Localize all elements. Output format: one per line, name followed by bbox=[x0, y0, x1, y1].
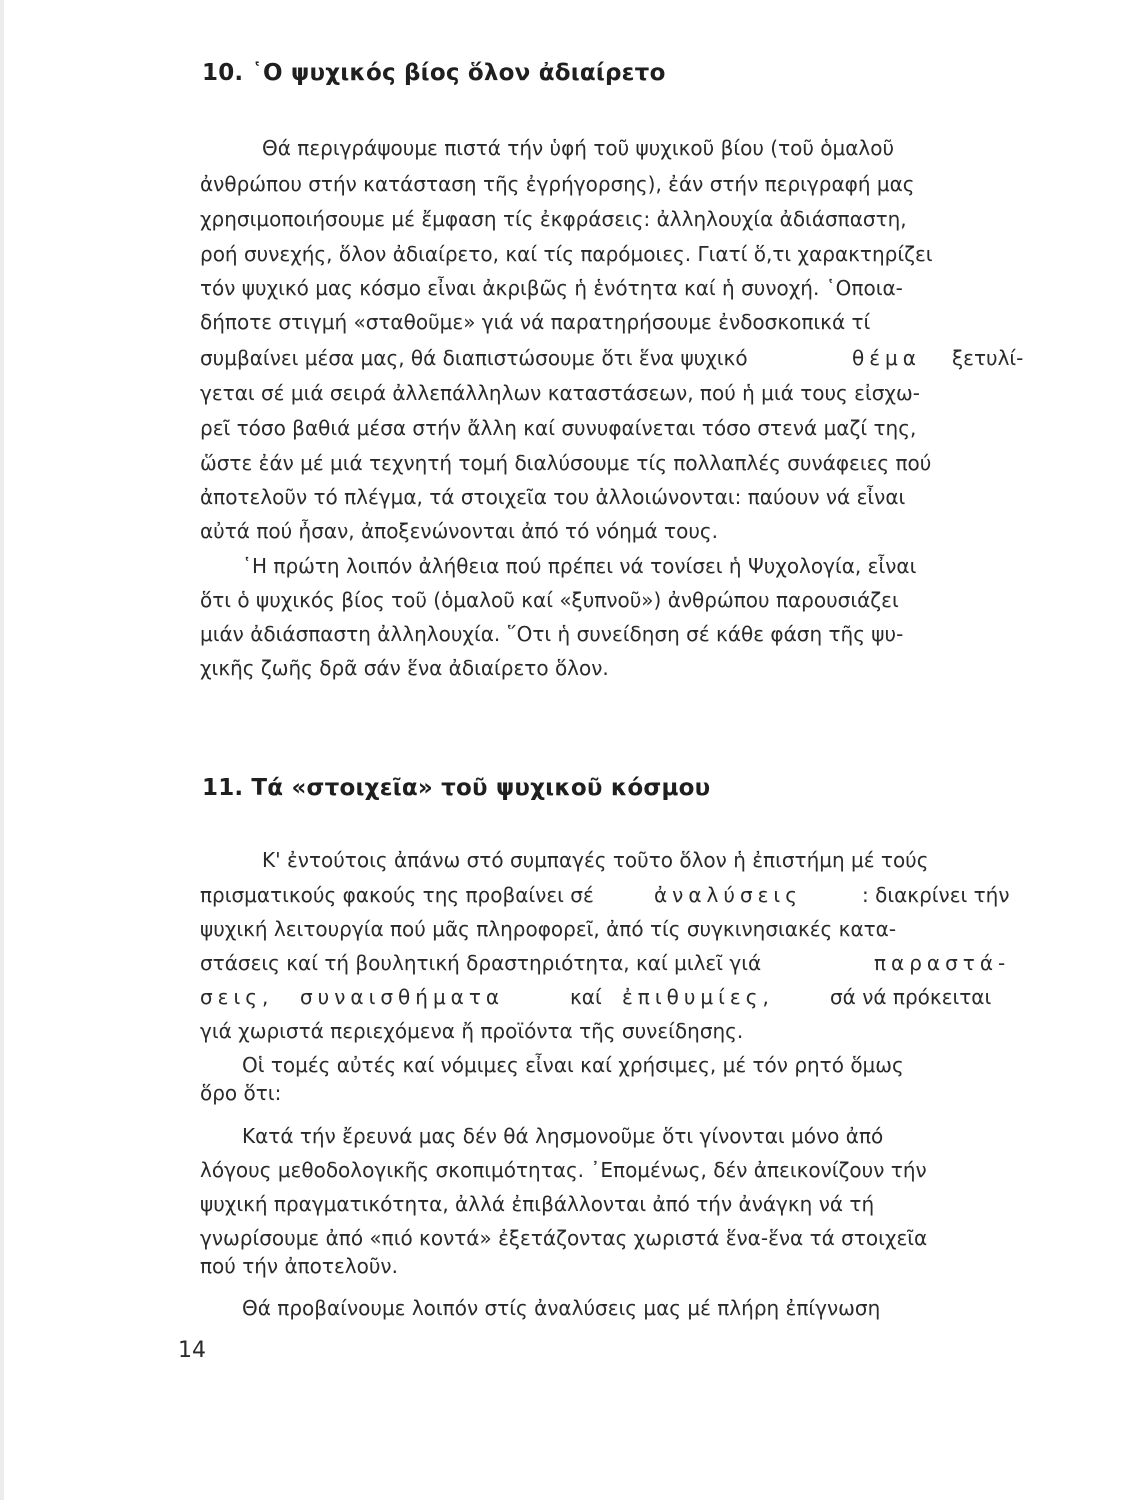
text-line: ψυχική πραγματικότητα, ἀλλά ἐπιβάλλονται ἀπό τήν ἀνάγκη νά τή bbox=[200, 1192, 875, 1216]
book-page bbox=[190, 0, 1050, 1500]
emphasized-word: σεις, bbox=[200, 985, 274, 1009]
text-line: γεται σέ μιά σειρά ἀλλεπάλληλων καταστάσεων, πού ἡ μιά τους εἰσχω- bbox=[200, 381, 920, 405]
section-11-heading bbox=[202, 775, 710, 801]
emphasized-word: παραστά- bbox=[874, 951, 1011, 975]
text-line: στάσεις καί τή βουλητική δραστηριότητα, καί μιλεῖ γιά bbox=[200, 951, 762, 975]
text-line: συμβαίνει μέσα μας, θά διαπιστώσουμε ὅτι ἕνα ψυχικό bbox=[200, 346, 748, 370]
emphasized-word: ἀναλύσεις bbox=[654, 883, 802, 907]
emphasized-word: ἐπιθυμίες, bbox=[622, 985, 774, 1009]
section-10-title: ῾Ο ψυχικός βίος ὅλον ἀδιαίρετο bbox=[251, 60, 666, 86]
text-line: Οἱ τομές αὐτές καί νόμιμες εἶναι καί χρήσιμες, μέ τόν ρητό ὅμως bbox=[242, 1053, 904, 1077]
text-line: Θά προβαίνουμε λοιπόν στίς ἀναλύσεις μας μέ πλήρη ἐπίγνωση bbox=[242, 1296, 881, 1320]
text-line: σά νά πρόκειται bbox=[830, 985, 992, 1009]
text-line: πού τήν ἀποτελοῦν. bbox=[200, 1254, 398, 1278]
text-line: : διακρίνει τήν bbox=[862, 883, 1010, 907]
text-line: ξετυλί- bbox=[952, 346, 1024, 370]
text-line: Κατά τήν ἔρευνά μας δέν θά λησμονοῦμε ὅτι γίνονται μόνο ἀπό bbox=[242, 1124, 884, 1148]
text-line: δήποτε στιγμή «σταθοῦμε» γιά νά παρατηρήσουμε ἐνδοσκοπικά τί bbox=[200, 310, 871, 334]
text-line: πρισματικούς φακούς της προβαίνει σέ bbox=[200, 883, 594, 907]
text-line: ψυχική λειτουργία πού μᾶς πληροφορεῖ, ἀπό τίς συγκινησιακές κατα- bbox=[200, 917, 897, 941]
section-10-heading bbox=[202, 60, 666, 86]
text-line: ρεῖ τόσο βαθιά μέσα στήν ἄλλη καί συνυφαίνεται τόσο στενά μαζί της, bbox=[200, 416, 917, 440]
text-line: τόν ψυχικό μας κόσμο εἶναι ἀκριβῶς ἡ ἑνότητα καί ἡ συνοχή. ῾Οποια- bbox=[200, 276, 903, 300]
emphasized-word: συναισθήματα bbox=[300, 985, 505, 1009]
text-line: αὐτά πού ἦσαν, ἀποξενώνονται ἀπό τό νόημά τους. bbox=[200, 519, 718, 543]
section-10-number: 10. bbox=[202, 60, 244, 86]
text-line: μιάν ἀδιάσπαστη ἀλληλουχία. ῞Οτι ἡ συνείδηση σέ κάθε φάση τῆς ψυ- bbox=[200, 622, 904, 646]
text-line: καί bbox=[570, 985, 602, 1009]
section-11-number: 11. bbox=[202, 775, 244, 801]
text-line: ῾Η πρώτη λοιπόν ἀλήθεια πού πρέπει νά τονίσει ἡ Ψυχολογία, εἶναι bbox=[242, 554, 917, 578]
text-line: ἀνθρώπου στήν κατάσταση τῆς ἐγρήγορσης), ἐάν στήν περιγραφή μας bbox=[200, 172, 915, 196]
section-11-title: Τά «στοιχεῖα» τοῦ ψυχικοῦ κόσμου bbox=[251, 775, 711, 801]
text-line: ὅτι ὁ ψυχικός βίος τοῦ (ὁμαλοῦ καί «ξυπνοῦ») ἀνθρώπου παρουσιάζει bbox=[200, 588, 899, 612]
text-line: Κ' ἐντούτοις ἀπάνω στό συμπαγές τοῦτο ὅλον ἡ ἐπιστήμη μέ τούς bbox=[262, 848, 929, 872]
text-line: ὥστε ἐάν μέ μιά τεχνητή τομή διαλύσουμε τίς πολλαπλές συνάφειες πού bbox=[200, 451, 932, 475]
text-line: ὅρο ὅτι: bbox=[200, 1081, 282, 1105]
text-line: γνωρίσουμε ἀπό «πιό κοντά» ἐξετάζοντας χωριστά ἕνα-ἕνα τά στοιχεῖα bbox=[200, 1226, 928, 1250]
text-line: Θά περιγράψουμε πιστά τήν ὑφή τοῦ ψυχικοῦ βίου (τοῦ ὁμαλοῦ bbox=[262, 136, 895, 160]
page-edge bbox=[0, 0, 4, 1500]
text-line: γιά χωριστά περιεχόμενα ἤ προϊόντα τῆς συνείδησης. bbox=[200, 1019, 744, 1043]
text-line: λόγους μεθοδολογικῆς σκοπιμότητας. ᾿Επομένως, δέν ἀπεικονίζουν τήν bbox=[200, 1158, 927, 1182]
text-line: χρησιμοποιήσουμε μέ ἔμφαση τίς ἐκφράσεις: ἀλληλουχία ἀδιάσπαστη, bbox=[200, 207, 907, 231]
text-line: ἀποτελοῦν τό πλέγμα, τά στοιχεῖα του ἀλλοιώνονται: παύουν νά εἶναι bbox=[200, 485, 906, 509]
emphasized-word: θέμα bbox=[852, 346, 921, 370]
page-number: 14 bbox=[178, 1338, 206, 1363]
text-line: χικῆς ζωῆς δρᾶ σάν ἕνα ἀδιαίρετο ὅλον. bbox=[200, 656, 609, 680]
text-line: ροή συνεχής, ὅλον ἀδιαίρετο, καί τίς παρόμοιες. Γιατί ὅ,τι χαρακτηρίζει bbox=[200, 242, 933, 266]
